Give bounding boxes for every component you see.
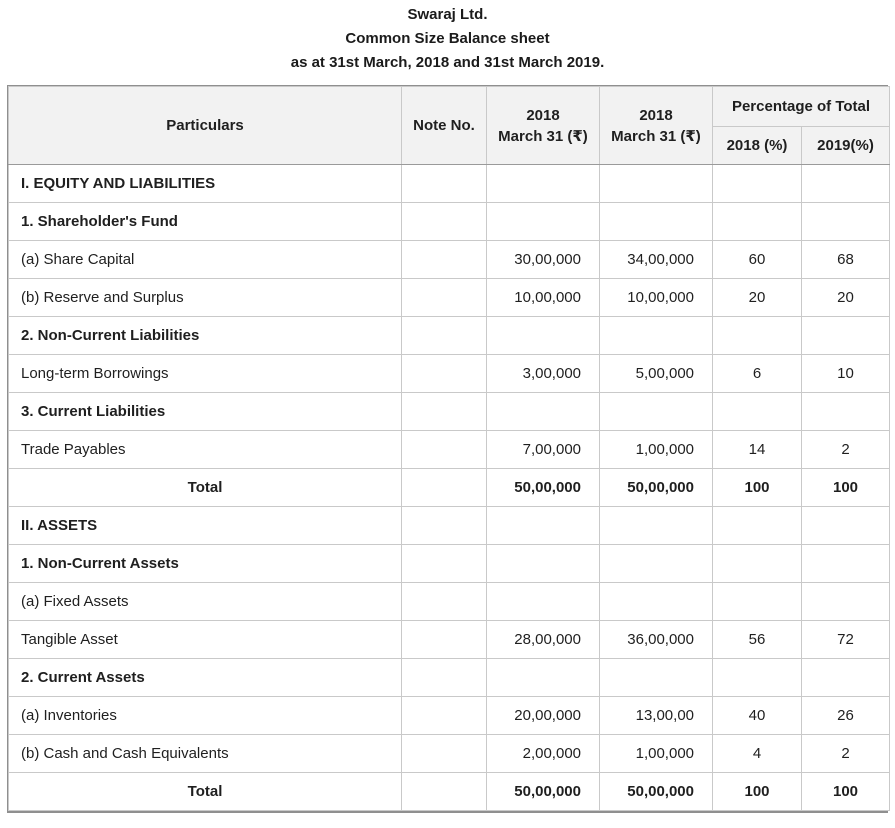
pct-2019-cell: 72 (802, 621, 890, 659)
table-row (9, 583, 890, 621)
pct-2019-cell: 10 (802, 355, 890, 393)
note-cell (402, 165, 487, 203)
note-cell (402, 659, 487, 697)
amount-2019-cell (600, 317, 713, 355)
header-pct-2019: 2019(%) (802, 127, 890, 165)
table-row (9, 317, 890, 355)
amount-2019-cell (600, 545, 713, 583)
particulars-cell: (b) Reserve and Surplus (9, 279, 402, 317)
table-row (9, 393, 890, 431)
table-row (9, 621, 890, 659)
amount-2018-cell: 10,00,000 (487, 279, 600, 317)
note-cell (402, 583, 487, 621)
amount-2018-cell: 20,00,000 (487, 697, 600, 735)
note-cell (402, 507, 487, 545)
pct-2019-cell (802, 545, 890, 583)
amount-2018-cell (487, 583, 600, 621)
pct-2018-cell: 20 (713, 279, 802, 317)
document-header (0, 3, 895, 75)
balance-sheet-table-wrapper (7, 85, 888, 813)
note-cell (402, 279, 487, 317)
note-cell (402, 393, 487, 431)
amount-2018-cell (487, 507, 600, 545)
particulars-cell: Total (9, 773, 402, 811)
amount-2019-cell: 50,00,000 (600, 773, 713, 811)
pct-2019-cell (802, 317, 890, 355)
particulars-cell: (a) Share Capital (9, 241, 402, 279)
amount-2018-cell: 7,00,000 (487, 431, 600, 469)
particulars-cell: Trade Payables (9, 431, 402, 469)
particulars-cell: 1. Shareholder's Fund (9, 203, 402, 241)
amount-2018-cell (487, 165, 600, 203)
amount-2018-cell: 30,00,000 (487, 241, 600, 279)
table-row (9, 545, 890, 583)
pct-2018-cell (713, 165, 802, 203)
note-cell (402, 241, 487, 279)
pct-2018-cell: 60 (713, 241, 802, 279)
table-row (9, 203, 890, 241)
note-cell (402, 773, 487, 811)
amount-2019-cell (600, 165, 713, 203)
pct-2019-cell: 100 (802, 773, 890, 811)
note-cell (402, 469, 487, 507)
pct-2019-cell (802, 393, 890, 431)
table-row (9, 279, 890, 317)
note-cell (402, 545, 487, 583)
header-amount-col2 (600, 87, 713, 165)
amount-2019-cell (600, 659, 713, 697)
table-row (9, 241, 890, 279)
amount-2019-cell (600, 507, 713, 545)
pct-2019-cell (802, 583, 890, 621)
pct-2019-cell (802, 507, 890, 545)
amount-2019-cell: 10,00,000 (600, 279, 713, 317)
pct-2018-cell (713, 507, 802, 545)
particulars-cell: (b) Cash and Cash Equivalents (9, 735, 402, 773)
amount-2019-cell (600, 203, 713, 241)
pct-2019-cell: 20 (802, 279, 890, 317)
table-row (9, 355, 890, 393)
table-row (9, 773, 890, 811)
header-pct-2018: 2018 (%) (713, 127, 802, 165)
amount-2019-cell: 5,00,000 (600, 355, 713, 393)
pct-2018-cell (713, 583, 802, 621)
header-amount-col2-date: March 31 (₹) (611, 127, 701, 145)
pct-2018-cell (713, 317, 802, 355)
amount-2019-cell: 36,00,000 (600, 621, 713, 659)
amount-2018-cell: 28,00,000 (487, 621, 600, 659)
pct-2018-cell: 6 (713, 355, 802, 393)
amount-2018-cell (487, 317, 600, 355)
amount-2019-cell: 34,00,000 (600, 241, 713, 279)
amount-2019-cell: 50,00,000 (600, 469, 713, 507)
amount-2018-cell: 50,00,000 (487, 773, 600, 811)
pct-2018-cell: 40 (713, 697, 802, 735)
note-cell (402, 317, 487, 355)
amount-2019-cell: 13,00,00 (600, 697, 713, 735)
pct-2018-cell (713, 545, 802, 583)
pct-2018-cell: 14 (713, 431, 802, 469)
table-header (9, 87, 890, 165)
particulars-cell: (a) Fixed Assets (9, 583, 402, 621)
note-cell (402, 621, 487, 659)
amount-2018-cell (487, 203, 600, 241)
pct-2018-cell: 100 (713, 469, 802, 507)
pct-2018-cell (713, 659, 802, 697)
header-note-no: Note No. (402, 87, 487, 165)
pct-2019-cell (802, 165, 890, 203)
statement-date-line: as at 31st March, 2018 and 31st March 2019. (290, 54, 605, 71)
header-row-top (9, 87, 890, 127)
header-amount-col1-year: 2018 (526, 106, 560, 124)
amount-2018-cell: 2,00,000 (487, 735, 600, 773)
particulars-cell: 2. Current Assets (9, 659, 402, 697)
table-row (9, 165, 890, 203)
amount-2018-cell: 3,00,000 (487, 355, 600, 393)
header-amount-col1-date: March 31 (₹) (498, 127, 588, 145)
pct-2019-cell: 2 (802, 735, 890, 773)
balance-sheet-table (8, 86, 890, 811)
particulars-cell: 3. Current Liabilities (9, 393, 402, 431)
table-row (9, 697, 890, 735)
statement-title: Common Size Balance sheet (345, 30, 550, 47)
header-amount-col2-year: 2018 (639, 106, 673, 124)
pct-2019-cell (802, 203, 890, 241)
pct-2018-cell (713, 393, 802, 431)
particulars-cell: Total (9, 469, 402, 507)
particulars-cell: (a) Inventories (9, 697, 402, 735)
note-cell (402, 355, 487, 393)
note-cell (402, 735, 487, 773)
particulars-cell: I. EQUITY AND LIABILITIES (9, 165, 402, 203)
pct-2019-cell: 26 (802, 697, 890, 735)
header-percentage-of-total: Percentage of Total (713, 87, 890, 127)
header-amount-col1 (487, 87, 600, 165)
pct-2018-cell: 56 (713, 621, 802, 659)
pct-2019-cell: 68 (802, 241, 890, 279)
amount-2018-cell (487, 659, 600, 697)
table-row (9, 469, 890, 507)
particulars-cell: Tangible Asset (9, 621, 402, 659)
pct-2019-cell: 2 (802, 431, 890, 469)
amount-2018-cell (487, 545, 600, 583)
amount-2019-cell: 1,00,000 (600, 431, 713, 469)
pct-2018-cell: 100 (713, 773, 802, 811)
table-row (9, 659, 890, 697)
note-cell (402, 203, 487, 241)
pct-2019-cell (802, 659, 890, 697)
particulars-cell: II. ASSETS (9, 507, 402, 545)
particulars-cell: 1. Non-Current Assets (9, 545, 402, 583)
company-name: Swaraj Ltd. (407, 6, 488, 23)
pct-2018-cell (713, 203, 802, 241)
header-particulars: Particulars (9, 87, 402, 165)
amount-2019-cell: 1,00,000 (600, 735, 713, 773)
note-cell (402, 431, 487, 469)
note-cell (402, 697, 487, 735)
amount-2019-cell (600, 583, 713, 621)
pct-2019-cell: 100 (802, 469, 890, 507)
amount-2018-cell: 50,00,000 (487, 469, 600, 507)
particulars-cell: 2. Non-Current Liabilities (9, 317, 402, 355)
table-body (9, 165, 890, 811)
table-row (9, 735, 890, 773)
table-row (9, 431, 890, 469)
amount-2019-cell (600, 393, 713, 431)
particulars-cell: Long-term Borrowings (9, 355, 402, 393)
amount-2018-cell (487, 393, 600, 431)
pct-2018-cell: 4 (713, 735, 802, 773)
table-row (9, 507, 890, 545)
